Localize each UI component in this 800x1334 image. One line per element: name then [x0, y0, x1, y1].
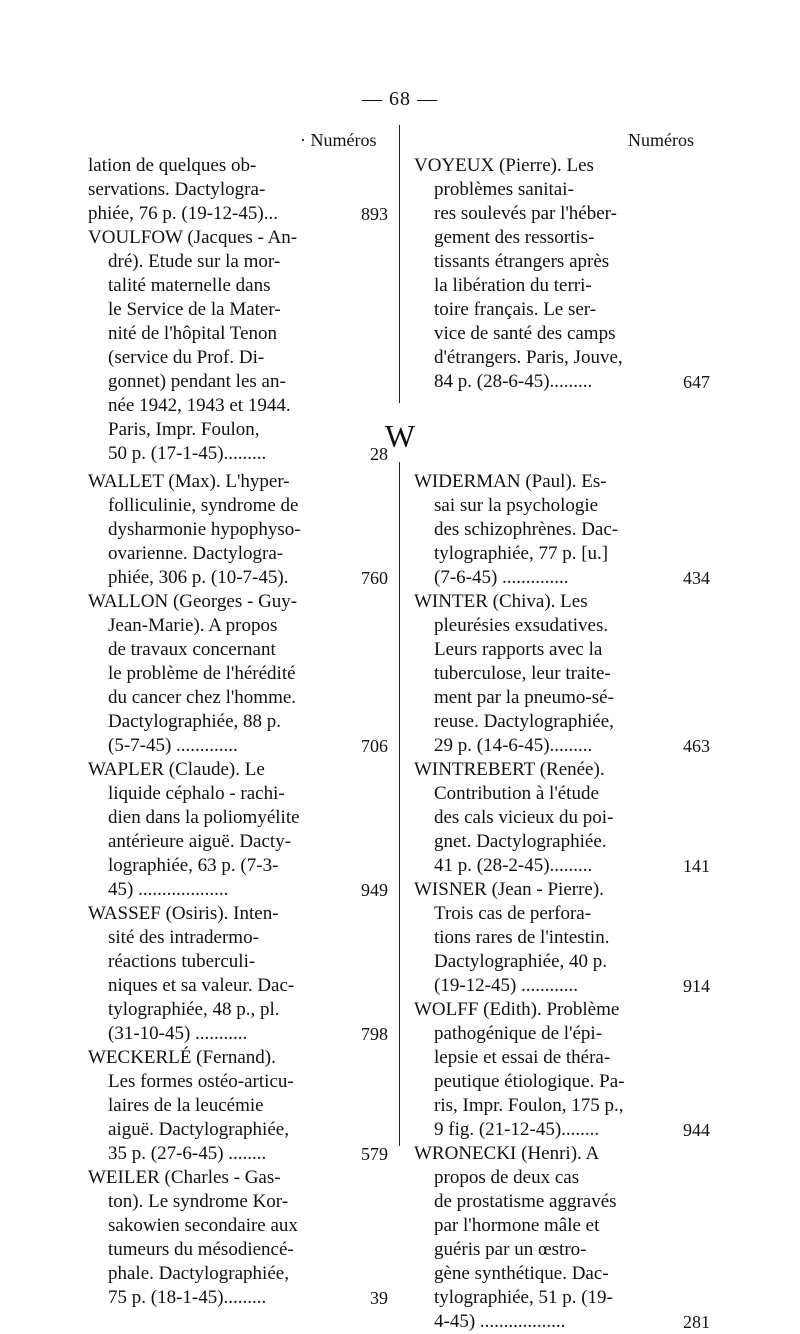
entry-number: 39 [370, 1288, 388, 1308]
column-bottom-right [414, 470, 710, 1334]
bibliography-entry [414, 154, 710, 394]
entry-number: 281 [683, 1312, 710, 1332]
bibliography-entry [88, 1046, 388, 1166]
bibliography-entry [414, 590, 710, 758]
entry-number: 463 [683, 736, 710, 756]
entry-text: VOULFOW (Jacques - An- dré). Etude sur la mor- talité maternelle dans le Service de la Mater- nité de l'hôpital Tenon (service du Prof. Di- gonnet) pendant les an- née 1942, 1943 et 1944. Paris, Impr. Foulon, 50 p. (17-1-45)......... [88, 227, 298, 464]
entry-text: WOLFF (Edith). Problème pathogénique de l'épi- lepsie et essai de théra- peutique étiologique. Pa- ris, Impr. Foulon, 175 p., 9 fig. (21-12-45)........ [414, 999, 625, 1140]
entry-number: 760 [361, 568, 388, 588]
entry-text: VOYEUX (Pierre). Les problèmes sanitai- res soulevés par l'héber- gement des ressortis- tissants étrangers après la libération du terri- toire français. Le ser- vice de santé des camps d'étrangers. Paris, Jouve, 84 p. (28-6-45)......... [414, 155, 623, 392]
entry-text: lation de quelques ob- servations. Dactylogra- phiée, 76 p. (19-12-45)... [88, 155, 278, 224]
entry-text: WAPLER (Claude). Le liquide céphalo - rachi- dien dans la poliomyélite antérieure aiguë. Dacty- lographiée, 63 p. (7-3- 45) ................... [88, 759, 300, 900]
entry-text: WASSEF (Osiris). Inten- sité des intradermo- réactions tuberculi- niques et sa valeur. Dac- tylographiée, 48 p., pl. (31-10-45) ........... [88, 903, 295, 1044]
column-top-right [414, 154, 710, 394]
bibliography-entry [414, 470, 710, 590]
bibliography-entry [414, 878, 710, 998]
bibliography-entry [88, 470, 388, 590]
bibliography-entry [414, 758, 710, 878]
column-bottom-left [88, 470, 388, 1310]
bibliography-entry [414, 1142, 710, 1334]
bibliography-entry [414, 998, 710, 1142]
column-header-right: Numéros [628, 130, 694, 150]
entry-number: 798 [361, 1024, 388, 1044]
entry-number: 434 [683, 568, 710, 588]
entry-number: 141 [683, 856, 710, 876]
entry-text: WEILER (Charles - Gas- ton). Le syndrome Kor- sakowien secondaire aux tumeurs du mésodiencé- phale. Dactylographiée, 75 p. (18-1-45)......... [88, 1167, 298, 1308]
entry-text: WINTER (Chiva). Les pleurésies exsudatives. Leurs rapports avec la tuberculose, leur traite- ment par la pneumo-sé- reuse. Dactylographiée, 29 p. (14-6-45)......... [414, 591, 614, 756]
bibliography-entry [88, 590, 388, 758]
bibliography-entry [88, 154, 388, 226]
column-divider-top [399, 125, 400, 403]
entry-text: WRONECKI (Henri). A propos de deux cas de prostatisme aggravés par l'hormone mâle et guéris par un œstro- gène synthétique. Dac- tylographiée, 51 p. (19- 4-45) .................. [414, 1143, 617, 1332]
entry-number: 893 [361, 204, 388, 224]
entry-text: WISNER (Jean - Pierre). Trois cas de perfora- tions rares de l'intestin. Dactylographiée, 40 p. (19-12-45) ............ [414, 879, 610, 996]
entry-number: 579 [361, 1144, 388, 1164]
entry-text: WIDERMAN (Paul). Es- sai sur la psychologie des schizophrènes. Dac- tylographiée, 77 p. [u.] (7-6-45) .............. [414, 471, 619, 588]
column-header-left: · Numéros [300, 130, 377, 150]
page-number: — 68 — [362, 88, 438, 110]
entry-number: 706 [361, 736, 388, 756]
entry-text: WALLET (Max). L'hyper- folliculinie, syndrome de dysharmonie hypophyso- ovarienne. Dactylogra- phiée, 306 p. (10-7-45). [88, 471, 301, 588]
column-divider-bottom [399, 462, 400, 1146]
entry-text: WINTREBERT (Renée). Contribution à l'étude des cals vicieux du poi- gnet. Dactylographiée. 41 p. (28-2-45)......... [414, 759, 614, 876]
bibliography-entry [88, 758, 388, 902]
entry-number: 28 [370, 444, 388, 464]
entry-number: 944 [683, 1120, 710, 1140]
entry-text: WALLON (Georges - Guy- Jean-Marie). A propos de travaux concernant le problème de l'hérédité du cancer chez l'homme. Dactylographiée, 88 p. (5-7-45) ............. [88, 591, 298, 756]
bibliography-entry [88, 1166, 388, 1310]
section-letter: W [384, 418, 416, 454]
entry-number: 914 [683, 976, 710, 996]
entry-number: 647 [683, 372, 710, 392]
entry-number: 949 [361, 880, 388, 900]
bibliography-entry [88, 902, 388, 1046]
entry-text: WECKERLÉ (Fernand). Les formes ostéo-articu- laires de la leucémie aiguë. Dactylographiée, 35 p. (27-6-45) ........ [88, 1047, 294, 1164]
